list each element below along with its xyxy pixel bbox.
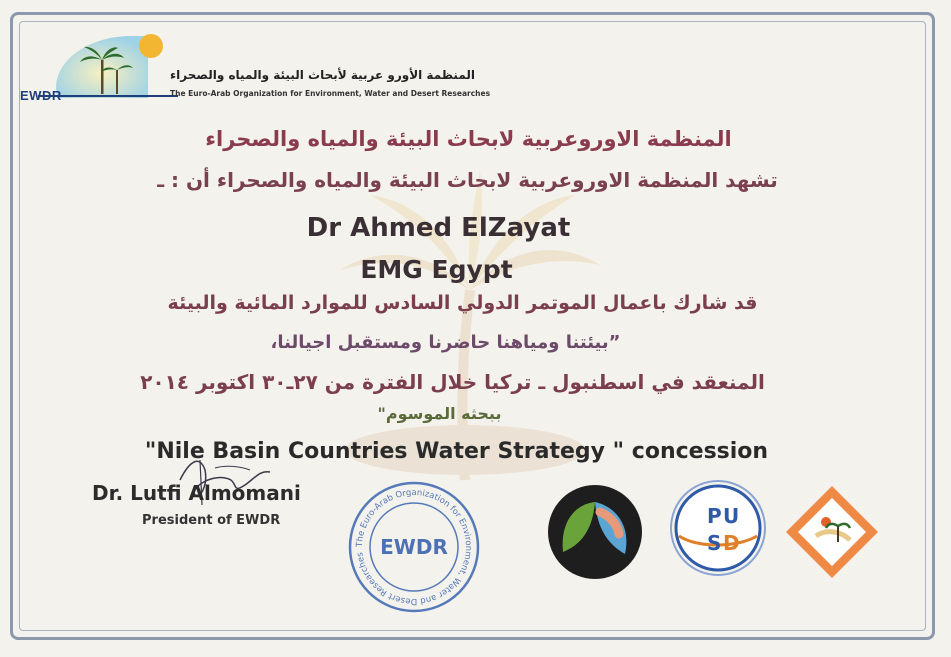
certifies-statement: تشهد المنظمة الاوروعربية لابحاث البيئة والمياه والصحراء أن : ـ [157, 168, 778, 192]
ewdr-stamp [345, 478, 483, 616]
stamp-ring-text: The Euro-Arab Organization for Environment, Water and Desert Researches [354, 487, 474, 607]
research-intro: ببحثه الموسوم" [377, 404, 502, 423]
research-title: "Nile Basin Countries Water Strategy " concession [144, 439, 769, 464]
logo-org-name-arabic: المنظمة الأورو عربية لأبحاث البيئة والمياه والصحراء [170, 68, 475, 82]
recipient-name: Dr Ahmed ElZayat [306, 213, 571, 243]
signatory-title: President of EWDR [142, 513, 281, 528]
pusd-letter-u: U [723, 504, 740, 528]
recipient-organization: EMG Egypt [360, 255, 513, 284]
pusd-letter-p: P [707, 504, 722, 528]
conference-theme: ”بيئتنا ومياهنا حاضرنا ومستقبل اجيالنا، [270, 332, 621, 353]
logo-abbreviation: EWDR [20, 88, 62, 103]
logo-org-name-english: The Euro-Arab Organization for Environment, Water and Desert Researches [170, 89, 491, 98]
participation-statement: قد شارك باعمال الموتمر الدولي السادس للموارد المائية والبيئة [167, 292, 758, 314]
pusd-logo [667, 478, 769, 578]
org-title-arabic: المنظمة الاوروعربية لابحاث البيئة والمياه والصحراء [205, 127, 732, 151]
pusd-letter-d: D [723, 531, 740, 555]
pusd-letter-s: S [707, 531, 722, 555]
conference-location-date: المنعقد في اسطنبول ـ تركيا خلال الفترة من ٢٧ـ٣٠ اكتوبر ٢٠١٤ [140, 370, 765, 394]
stamp-center-text: EWDR [380, 535, 448, 559]
signatory-name: Dr. Lutfi Almomani [92, 481, 301, 505]
leaf-drop-logo [545, 482, 645, 582]
desert-diamond-logo [782, 482, 882, 582]
